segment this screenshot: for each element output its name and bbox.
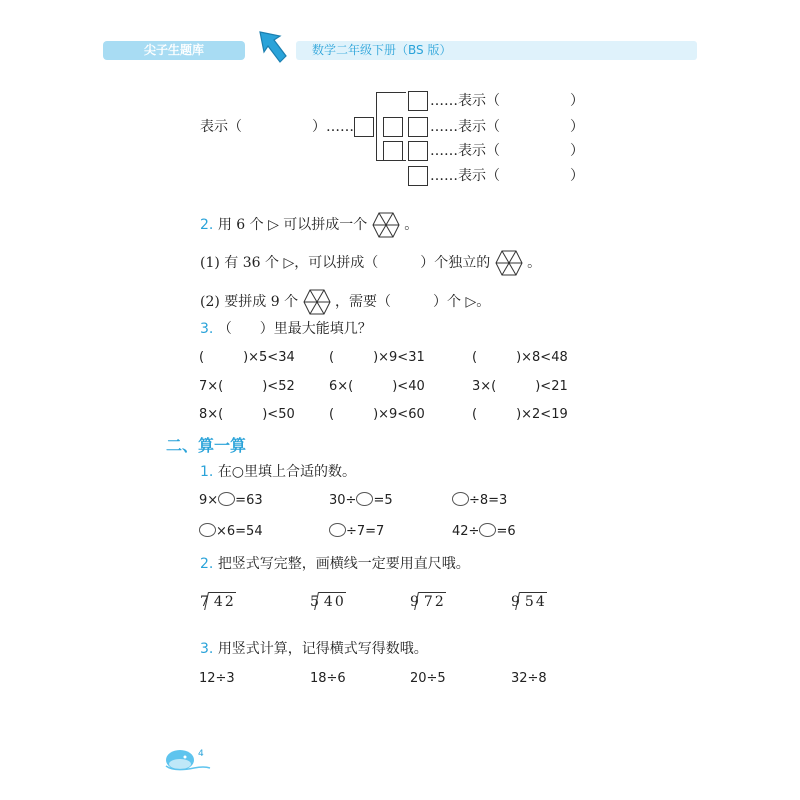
division-expression: 18÷6 xyxy=(310,671,346,686)
diagram-left-label: 表示（ ）…… xyxy=(200,119,354,135)
diagram-row-label: ……表示（ ） xyxy=(430,93,584,109)
eq-text: ÷7=7 xyxy=(346,524,385,539)
oval-equation xyxy=(329,523,384,541)
question-text: (1) 有 36 个 ▷，可以拼成（ ）个独立的 xyxy=(200,255,491,271)
division-expression: 20÷5 xyxy=(410,671,446,686)
dividend: 40 xyxy=(319,592,346,611)
inequality-item: ( )×9<60 xyxy=(329,407,425,422)
long-division xyxy=(511,592,547,611)
long-division xyxy=(200,592,236,611)
answer-box[interactable] xyxy=(408,141,428,161)
bracket-line xyxy=(376,92,406,93)
diagram-row-label: ……表示（ ） xyxy=(430,143,584,159)
divisor: 7 xyxy=(200,594,209,610)
oval-equation xyxy=(329,492,393,510)
eq-text: 30÷ xyxy=(329,493,357,508)
eq-text: 42÷ xyxy=(452,524,480,539)
divisor: 5 xyxy=(310,594,319,610)
section-title: 二、算一算 xyxy=(166,436,247,455)
inequality-item: ( )×2<19 xyxy=(472,407,568,422)
eq-text: =5 xyxy=(373,493,393,508)
question-number: 2. xyxy=(200,556,214,572)
question-text: (2) 要拼成 9 个 xyxy=(200,294,299,310)
question-number: 3. xyxy=(200,641,214,657)
book-series-tab: 尖子生题库 xyxy=(103,41,245,60)
answer-oval[interactable] xyxy=(479,523,496,537)
inequality-item: 8×( )<50 xyxy=(199,407,295,422)
eq-text: =6 xyxy=(496,524,516,539)
inequality-item: ( )×5<34 xyxy=(199,350,295,365)
inequality-item: ( )×9<31 xyxy=(329,350,425,365)
division-expression: 32÷8 xyxy=(511,671,547,686)
oval-equation xyxy=(199,492,263,510)
answer-oval[interactable] xyxy=(452,492,469,506)
oval-equation xyxy=(199,523,263,541)
book-title-banner: 数学二年级下册（BS 版） xyxy=(296,41,697,60)
inequality-item: 7×( )<52 xyxy=(199,379,295,394)
oval-equation xyxy=(452,523,516,541)
question-number: 2. xyxy=(200,217,214,233)
answer-box[interactable] xyxy=(383,141,403,161)
section2-question-2 xyxy=(200,555,470,573)
question-2 xyxy=(200,212,418,238)
punct: 。 xyxy=(527,255,542,271)
inequality-item: 3×( )<21 xyxy=(472,379,568,394)
divisor: 9 xyxy=(410,594,419,610)
answer-oval[interactable] xyxy=(356,492,373,506)
long-division xyxy=(410,592,446,611)
hexagon-icon xyxy=(495,250,523,276)
answer-oval[interactable] xyxy=(329,523,346,537)
question-text: （ ）里最大能填几？ xyxy=(217,321,372,337)
oval-equation xyxy=(452,492,507,510)
answer-oval[interactable] xyxy=(218,492,235,506)
dividend: 54 xyxy=(520,592,547,611)
eq-text: 9× xyxy=(199,493,219,508)
whale-icon xyxy=(164,744,212,772)
answer-box[interactable] xyxy=(354,117,374,137)
question-2-sub1 xyxy=(200,250,541,276)
answer-box[interactable] xyxy=(408,117,428,137)
section2-question-3 xyxy=(200,640,428,658)
dividend: 72 xyxy=(419,592,446,611)
dividend: 42 xyxy=(209,592,236,611)
question-number: 1. xyxy=(200,464,214,480)
answer-box[interactable] xyxy=(408,91,428,111)
answer-oval[interactable] xyxy=(199,523,216,537)
question-text: 用 6 个 ▷ 可以拼成一个 xyxy=(217,217,368,233)
diagram-row-label: ……表示（ ） xyxy=(430,119,584,135)
divisor: 9 xyxy=(511,594,520,610)
page-number: 4 xyxy=(198,749,204,759)
hexagon-icon xyxy=(372,212,400,238)
section2-question-1 xyxy=(200,463,356,481)
inequality-item: 6×( )<40 xyxy=(329,379,425,394)
bracket-line xyxy=(376,92,377,160)
eq-text: =63 xyxy=(235,493,263,508)
division-expression: 12÷3 xyxy=(199,671,235,686)
hexagon-icon xyxy=(303,289,331,315)
question-text: ，需要（ ）个 ▷。 xyxy=(335,294,491,310)
punct: 。 xyxy=(404,217,419,233)
question-number: 3. xyxy=(200,321,214,337)
eq-text: ÷8=3 xyxy=(469,493,508,508)
question-text: 在○里填上合适的数。 xyxy=(217,464,357,480)
question-3 xyxy=(200,320,372,338)
answer-box[interactable] xyxy=(408,166,428,186)
diagram-row-label: ……表示（ ） xyxy=(430,168,584,184)
up-arrow-icon xyxy=(252,30,292,68)
answer-box[interactable] xyxy=(383,117,403,137)
eq-text: ×6=54 xyxy=(216,524,263,539)
inequality-item: ( )×8<48 xyxy=(472,350,568,365)
question-text: 用竖式计算，记得横式写得数哦。 xyxy=(217,641,428,657)
question-text: 把竖式写完整，画横线一定要用直尺哦。 xyxy=(217,556,470,572)
long-division xyxy=(310,592,346,611)
question-2-sub2 xyxy=(200,289,490,315)
